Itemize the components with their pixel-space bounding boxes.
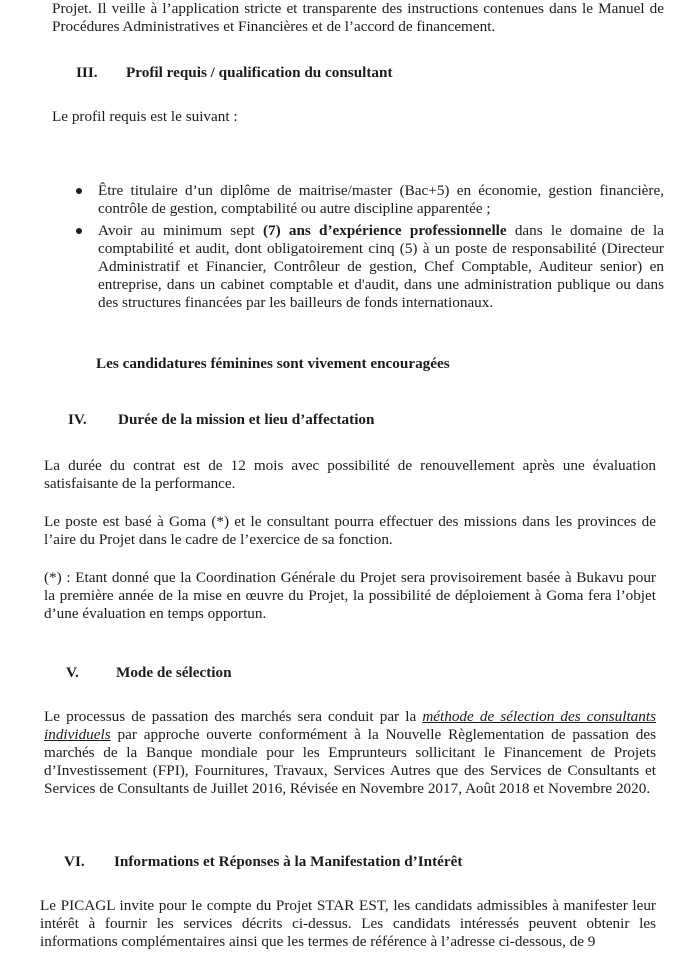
section-title: Durée de la mission et lieu d’affectation [118, 411, 375, 428]
information-paragraph: Le PICAGL invite pour le compte du Projet STAR EST, les candidats admissibles à manifester leur intérêt à fournir les services décrits ci-dessus. Les candidats intéressés peuvent obtenir les informations complémentaires ainsi que les termes de référence à l’adresse ci-dessous, de 9 [40, 897, 656, 950]
profile-lead: Le profil requis est le suivant : [52, 108, 238, 125]
section-title: Mode de sélection [116, 664, 232, 681]
section-heading-vi [64, 853, 462, 871]
selection-text-before: Le processus de passation des marchés sera conduit par la [44, 708, 423, 725]
selection-method-link: méthode de sélection des consultants individuels [44, 708, 656, 743]
location-paragraph: Le poste est basé à Goma (*) et le consultant pourra effectuer des missions dans les provinces de l’aire du Projet dans le cadre de l’exercice de sa fonction. [44, 513, 656, 548]
section-title: Informations et Réponses à la Manifestation d’Intérêt [114, 853, 463, 870]
footnote-paragraph: (*) : Etant donné que la Coordination Générale du Projet sera provisoirement basée à Bukavu pour la première année de la mise en œuvre du Projet, la possibilité de déploiement à Goma fera l’objet d’une évaluation en temps opportun. [44, 569, 656, 622]
selection-paragraph [44, 708, 656, 798]
duration-paragraph: La durée du contrat est de 12 mois avec possibilité de renouvellement après une évaluation satisfaisante de la performance. [44, 457, 656, 492]
section-heading-iv [68, 411, 374, 429]
section-number: IV. [68, 411, 87, 428]
intro-paragraph: Projet. Il veille à l’application stricte et transparente des instructions contenues dans le Manuel de Procédures Administratives et Financières et de l’accord de financement. [52, 0, 664, 35]
section-heading-v [66, 664, 232, 682]
section-number: III. [76, 64, 98, 81]
list-item [72, 222, 664, 312]
list-item-text-after: dans le domaine de la comptabilité et audit, dont obligatoirement cinq (5) à un poste de responsabilité (Directeur Administratif et Financier, Contrôleur de gestion, Chef Comptable, Auditeur senior) en entreprise, dans un cabinet comptable et d'audit, dans une administration publique ou dans des structures financées par les bailleurs de fonds internationaux. [98, 222, 665, 311]
list-item [72, 182, 664, 218]
section-title: Profil requis / qualification du consultant [126, 64, 393, 81]
section-number: VI. [64, 853, 85, 870]
women-candidates-note: Les candidatures féminines sont vivement encouragées [96, 355, 450, 372]
list-item-text: Être titulaire d’un diplôme de maitrise/master (Bac+5) en économie, gestion financière, contrôle de gestion, comptabilité ou autre discipline apparentée ; [98, 182, 664, 217]
requirements-list [72, 182, 664, 312]
section-number: V. [66, 664, 79, 681]
experience-emphasis: (7) ans d’expérience professionnelle [262, 222, 507, 239]
selection-text-after: par approche ouverte conformément à la Nouvelle Règlementation de passation des marchés de la Banque mondiale pour les Emprunteurs sollicitant le Financement de Projets d’Investissement (FPI), Fournitures, Travaux, Services Autres que des Services de Consultants et Services de Consultants de Juillet 2016, Révisée en Novembre 2017, Août 2018 et Novembre 2020. [44, 726, 656, 797]
section-heading-iii [76, 64, 393, 82]
list-item-text-before: Avoir au minimum sept [98, 222, 263, 239]
